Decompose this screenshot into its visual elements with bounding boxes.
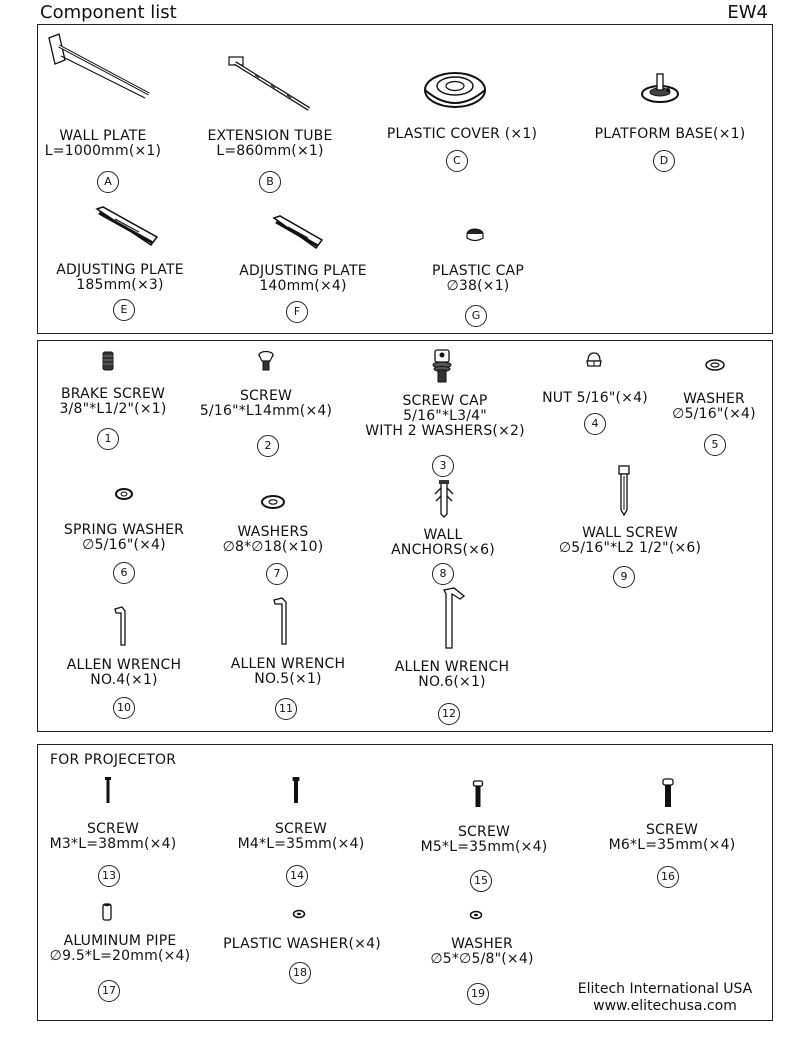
washers-icon (260, 494, 286, 510)
page-title: Component list (40, 2, 177, 23)
item-9-badge: 9 (613, 566, 635, 588)
item-16-label: SCREW M6*L=35mm(×4) (608, 822, 736, 853)
item-13-label: SCREW M3*L=38mm(×4) (49, 821, 177, 852)
item-12-badge: 12 (438, 703, 460, 725)
screw-m6-icon (662, 778, 674, 808)
item-g-label: PLASTIC CAP ∅38(×1) (432, 263, 524, 294)
allen-wrench-icon (272, 596, 294, 646)
plastic-cap-icon (464, 226, 486, 244)
item-11-badge: 11 (275, 698, 297, 720)
item-7-label: WASHERS ∅8*∅18(×10) (222, 524, 324, 555)
item-5-label: WASHER ∅5/16"(×4) (672, 391, 756, 422)
item-e-label: ADJUSTING PLATE 185mm(×3) (56, 262, 184, 293)
washer-icon (704, 358, 726, 372)
item-15-label: SCREW M5*L=35mm(×4) (420, 824, 548, 855)
plastic-washer-icon (292, 909, 306, 919)
item-18-label: PLASTIC WASHER(×4) (223, 936, 381, 952)
item-1-badge: 1 (97, 428, 119, 450)
item-11-label: ALLEN WRENCH NO.5(×1) (230, 656, 346, 687)
brand-block (558, 981, 772, 1015)
adjusting-plate-icon (95, 205, 159, 247)
brake-screw-icon (101, 350, 115, 372)
screw-m5-icon (472, 780, 484, 808)
item-15-badge: 15 (470, 870, 492, 892)
item-2-label: SCREW 5/16"*L14mm(×4) (199, 388, 333, 419)
item-d-badge: D (653, 150, 675, 172)
item-19-label: WASHER ∅5*∅5/8"(×4) (430, 936, 534, 967)
item-c-badge: C (446, 150, 468, 172)
item-1-label: BRAKE SCREW 3/8"*L1/2"(×1) (59, 386, 167, 417)
item-b-label: EXTENSION TUBE L=860mm(×1) (207, 128, 333, 159)
item-9-label: WALL SCREW ∅5/16"*L2 1/2"(×6) (558, 525, 702, 556)
company-website: www.elitechusa.com (593, 998, 737, 1014)
spring-washer-icon (113, 487, 135, 501)
screw-icon (257, 350, 275, 372)
item-17-badge: 17 (98, 980, 120, 1002)
extension-tube-icon (225, 55, 315, 115)
item-f-badge: F (286, 301, 308, 323)
screw-m4-icon (291, 776, 301, 804)
item-13-badge: 13 (98, 865, 120, 887)
item-4-label: NUT 5/16"(×4) (542, 390, 648, 406)
item-10-badge: 10 (113, 697, 135, 719)
item-d-label: PLATFORM BASE(×1) (594, 126, 746, 142)
item-c-label: PLASTIC COVER (×1) (386, 126, 538, 142)
item-10-label: ALLEN WRENCH NO.4(×1) (66, 657, 182, 688)
item-16-badge: 16 (657, 866, 679, 888)
item-b-badge: B (259, 171, 281, 193)
wall-screw-icon (616, 464, 632, 516)
allen-wrench-icon (440, 586, 468, 650)
item-19-badge: 19 (467, 983, 489, 1005)
nut-icon (585, 352, 603, 368)
item-3-label: SCREW CAP 5/16"*L3/4" WITH 2 WASHERS(×2) (365, 393, 525, 439)
item-14-badge: 14 (286, 865, 308, 887)
plastic-cover-icon (422, 68, 488, 112)
item-f-label: ADJUSTING PLATE 140mm(×4) (239, 263, 367, 294)
item-3-badge: 3 (432, 455, 454, 477)
item-e-badge: E (113, 299, 135, 321)
wall-plate-icon (45, 32, 155, 102)
item-12-label: ALLEN WRENCH NO.6(×1) (394, 659, 510, 690)
adjusting-plate-icon (272, 214, 324, 250)
company-name: Elitech International USA (577, 981, 753, 997)
item-2-badge: 2 (257, 435, 279, 457)
item-5-badge: 5 (704, 434, 726, 456)
model-number: EW4 (727, 2, 768, 23)
wall-anchor-icon (429, 478, 459, 518)
item-18-badge: 18 (289, 962, 311, 984)
item-g-badge: G (465, 305, 487, 327)
item-a-badge: A (97, 171, 119, 193)
section-title: FOR PROJECETOR (50, 752, 177, 768)
item-14-label: SCREW M4*L=35mm(×4) (237, 821, 365, 852)
item-17-label: ALUMINUM PIPE ∅9.5*L=20mm(×4) (49, 933, 191, 964)
screw-m3-icon (103, 776, 113, 804)
platform-base-icon (638, 70, 682, 104)
item-7-badge: 7 (266, 563, 288, 585)
screw-cap-icon (431, 348, 453, 384)
item-8-badge: 8 (432, 563, 454, 585)
item-6-badge: 6 (113, 562, 135, 584)
aluminum-pipe-icon (101, 902, 113, 922)
allen-wrench-icon (112, 605, 132, 647)
item-4-badge: 4 (584, 413, 606, 435)
item-a-label: WALL PLATE L=1000mm(×1) (44, 128, 162, 159)
item-6-label: SPRING WASHER ∅5/16"(×4) (63, 522, 185, 553)
item-8-label: WALL ANCHORS(×6) (391, 527, 495, 558)
washer-small-icon (469, 910, 483, 920)
